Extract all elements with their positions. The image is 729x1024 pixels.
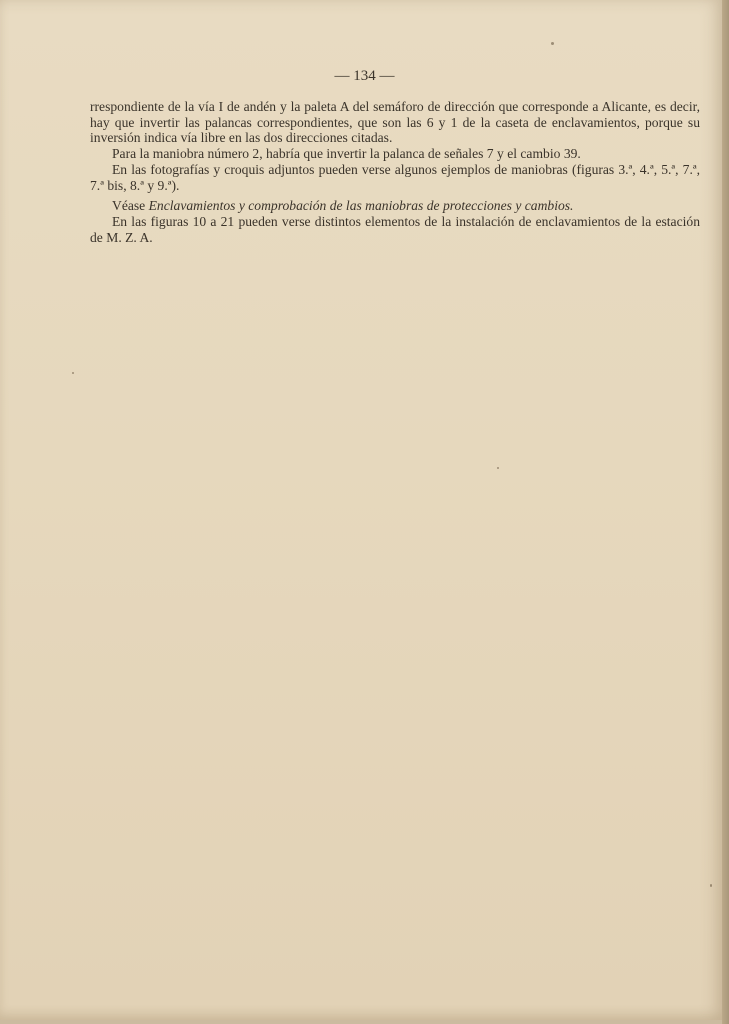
paragraph-maniobra-2: Para la maniobra número 2, habría que invertir la palanca de señales 7 y el cambio 39. <box>112 146 581 162</box>
paragraph-fotografias: En las fotografías y croquis adjuntos pueden verse algunos ejemplos de maniobras (figuras 3.ª, 4.ª, 5.ª, 7.ª, 7.ª bis, 8.ª y 9.ª). <box>90 161 700 193</box>
paper-speck <box>72 372 74 374</box>
body-text <box>90 99 700 245</box>
paper-speck <box>497 467 499 469</box>
paper-speck <box>551 42 554 45</box>
page-number: — 134 — <box>334 68 395 84</box>
paper-speck <box>710 884 712 887</box>
paragraph-continuation: rrespondiente de la vía I de andén y la paleta A del semáforo de dirección que corresponde a Alicante, es decir, hay que invertir las palancas correspondientes, que son las 6 y 1 de la caseta de enclavamientos, porque su inversión indica vía libre en las dos direcciones citadas. <box>90 99 700 146</box>
vease-reference-title: Enclavamientos y comprobación de las maniobras de protecciones y cambios. <box>148 198 574 214</box>
page-edge <box>722 0 729 1024</box>
vease-prefix: Véase <box>112 198 149 214</box>
paragraph-figuras: En las figuras 10 a 21 pueden verse distintos elementos de la instalación de enclavamientos de la estación de M. Z. A. <box>90 213 700 245</box>
paragraph-vease <box>90 198 700 214</box>
